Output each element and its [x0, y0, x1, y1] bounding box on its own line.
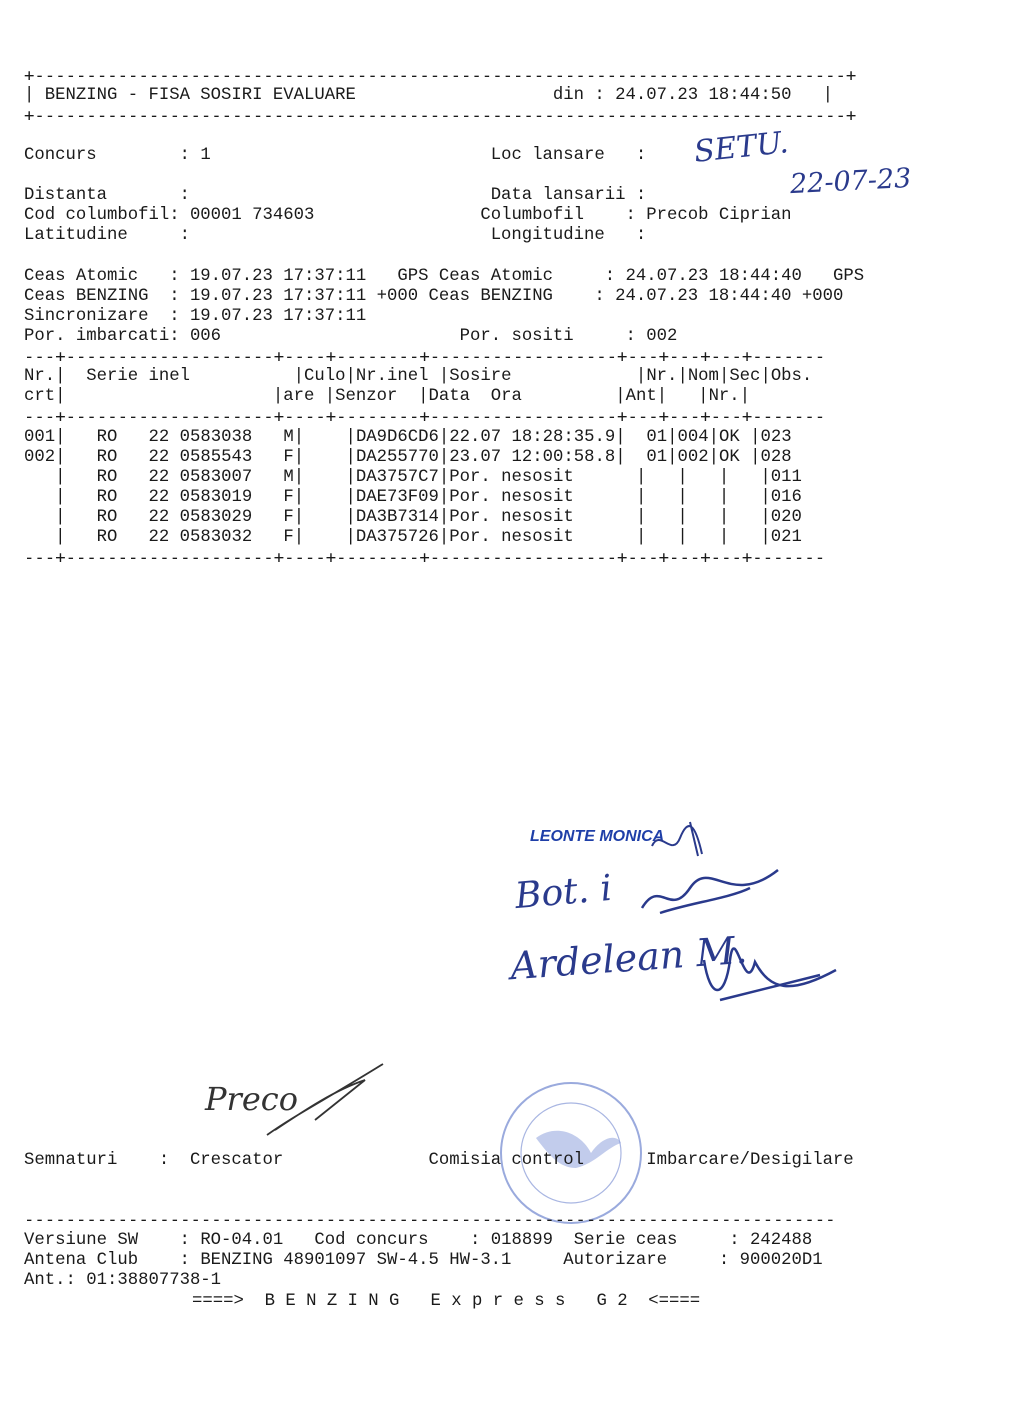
- concurs-value: 1: [200, 146, 211, 165]
- comisia-label: Comisia control: [428, 1151, 585, 1170]
- header-line: | BENZING - FISA SOSIRI EVALUARE din : 24.07.23 18:44:50 |: [24, 86, 833, 105]
- cod-columbofil-value: 00001 734603: [189, 206, 315, 225]
- cod-columbofil-line: Cod columbofil: 00001 734603 Columbofil : Precob Ciprian: [24, 206, 792, 225]
- longitudine-label: Longitudine: [490, 226, 605, 245]
- crescator-signature: Preco: [205, 1080, 298, 1118]
- clock-line-3: Sincronizare : 19.07.23 17:37:11: [24, 307, 367, 326]
- din-value: 24.07.23 18:44:50: [615, 86, 792, 105]
- signature-labels-line: Semnaturi : Crescator Comisia control Imbarcare/Desigilare: [24, 1151, 854, 1170]
- clock-line-2: Ceas BENZING : 19.07.23 17:37:11 +000 Ceas BENZING : 24.07.23 18:44:40 +000: [24, 287, 844, 306]
- latitudine-label: Latitudine: [24, 226, 128, 245]
- footer-line-1: Versiune SW : RO-04.01 Cod concurs : 018899 Serie ceas : 242488: [24, 1231, 813, 1250]
- data-lansarii-handwritten: 22-07-23: [789, 162, 913, 201]
- leonte-monica-stamp: LEONTE MONICA: [530, 828, 665, 845]
- por-imbarcati-value: 006: [189, 327, 222, 346]
- por-imbarcati-label: Por. imbarcati: [24, 327, 170, 346]
- document-title: BENZING - FISA SOSIRI EVALUARE: [44, 86, 356, 105]
- header-border-top: +------------------------------------------------------------------------------+: [24, 66, 857, 86]
- imbarcare-label: Imbarcare/Desigilare: [646, 1151, 854, 1170]
- concurs-label: Concurs: [24, 146, 97, 165]
- table-row: | RO 22 0583007 M| |DA3757C7|Por. nesosit | | | |011: [24, 468, 802, 487]
- table-row: | RO 22 0583029 F| |DA3B7314|Por. nesosit | | | |020: [24, 508, 802, 527]
- loc-lansare-handwritten: SETU.: [692, 125, 791, 170]
- por-sositi-label: Por. sositi: [459, 327, 574, 346]
- distanta-line: Distanta : Data lansarii :: [24, 186, 647, 205]
- handwritten-signature-2: Ardelean M.: [508, 927, 749, 989]
- clock-line-1: Ceas Atomic : 19.07.23 17:37:11 GPS Ceas Atomic : 24.07.23 18:44:40 GPS: [24, 267, 865, 286]
- table-header-2: crt| |are |Senzor |Data Ora |Ant| |Nr.|: [24, 387, 751, 406]
- table-row: | RO 22 0583032 F| |DA375726|Por. nesosit | | | |021: [24, 528, 802, 547]
- data-lansarii-label: Data lansarii: [490, 186, 626, 205]
- crescator-signature-stroke: [265, 1060, 385, 1140]
- signature-scribble-2: [700, 950, 840, 1010]
- distanta-label: Distanta: [24, 186, 107, 205]
- table-row: 001| RO 22 0583038 M| |DA9D6CD6|22.07 18:28:35.9| 01|004|OK |023: [24, 428, 792, 447]
- signature-scribble-1: [640, 868, 780, 928]
- columbofil-value: Precob Ciprian: [646, 206, 792, 225]
- crescator-label: Crescator: [189, 1151, 284, 1170]
- table-border-mid: ---+--------------------+----+--------+------------------+---+---+---+-------: [24, 407, 826, 427]
- loc-lansare-label: Loc lansare: [490, 146, 605, 165]
- semnaturi-label: Semnaturi: [24, 1151, 118, 1170]
- por-sositi-value: 002: [646, 327, 678, 346]
- handwritten-signature-1: Bot. i: [513, 867, 614, 918]
- table-row: 002| RO 22 0585543 F| |DA255770|23.07 12:00:58.8| 01|002|OK |028: [24, 448, 792, 467]
- footer-line-3: Ant.: 01:38807738-1: [24, 1271, 222, 1290]
- din-label: din: [552, 86, 585, 105]
- footer-line-2: Antena Club : BENZING 48901097 SW-4.5 HW-3.1 Autorizare : 900020D1: [24, 1251, 823, 1270]
- table-header-1: Nr.| Serie inel |Culo|Nr.inel |Sosire |Nr.|Nom|Sec|Obs.: [24, 367, 813, 386]
- concurs-line: Concurs : 1 Loc lansare :: [24, 146, 647, 165]
- table-row: | RO 22 0583019 F| |DAE73F09|Por. nesosit | | | |016: [24, 488, 802, 507]
- table-border-top: ---+--------------------+----+--------+------------------+---+---+---+-------: [24, 347, 826, 367]
- latitudine-line: Latitudine : Longitudine :: [24, 226, 657, 245]
- brand-line: ====> B E N Z I N G E x p r e s s G 2 <====: [192, 1292, 701, 1311]
- footer-border: ------------------------------------------------------------------------------: [24, 1210, 836, 1230]
- por-line: Por. imbarcati: 006 Por. sositi : 002: [24, 327, 678, 346]
- columbofil-label: Columbofil: [480, 206, 585, 225]
- header-border-bottom: +------------------------------------------------------------------------------+: [24, 106, 857, 126]
- table-border-bottom: ---+--------------------+----+--------+------------------+---+---+---+-------: [24, 548, 826, 568]
- cod-columbofil-label: Cod columbofil: [24, 206, 170, 225]
- monica-signature-scribble: [650, 818, 710, 858]
